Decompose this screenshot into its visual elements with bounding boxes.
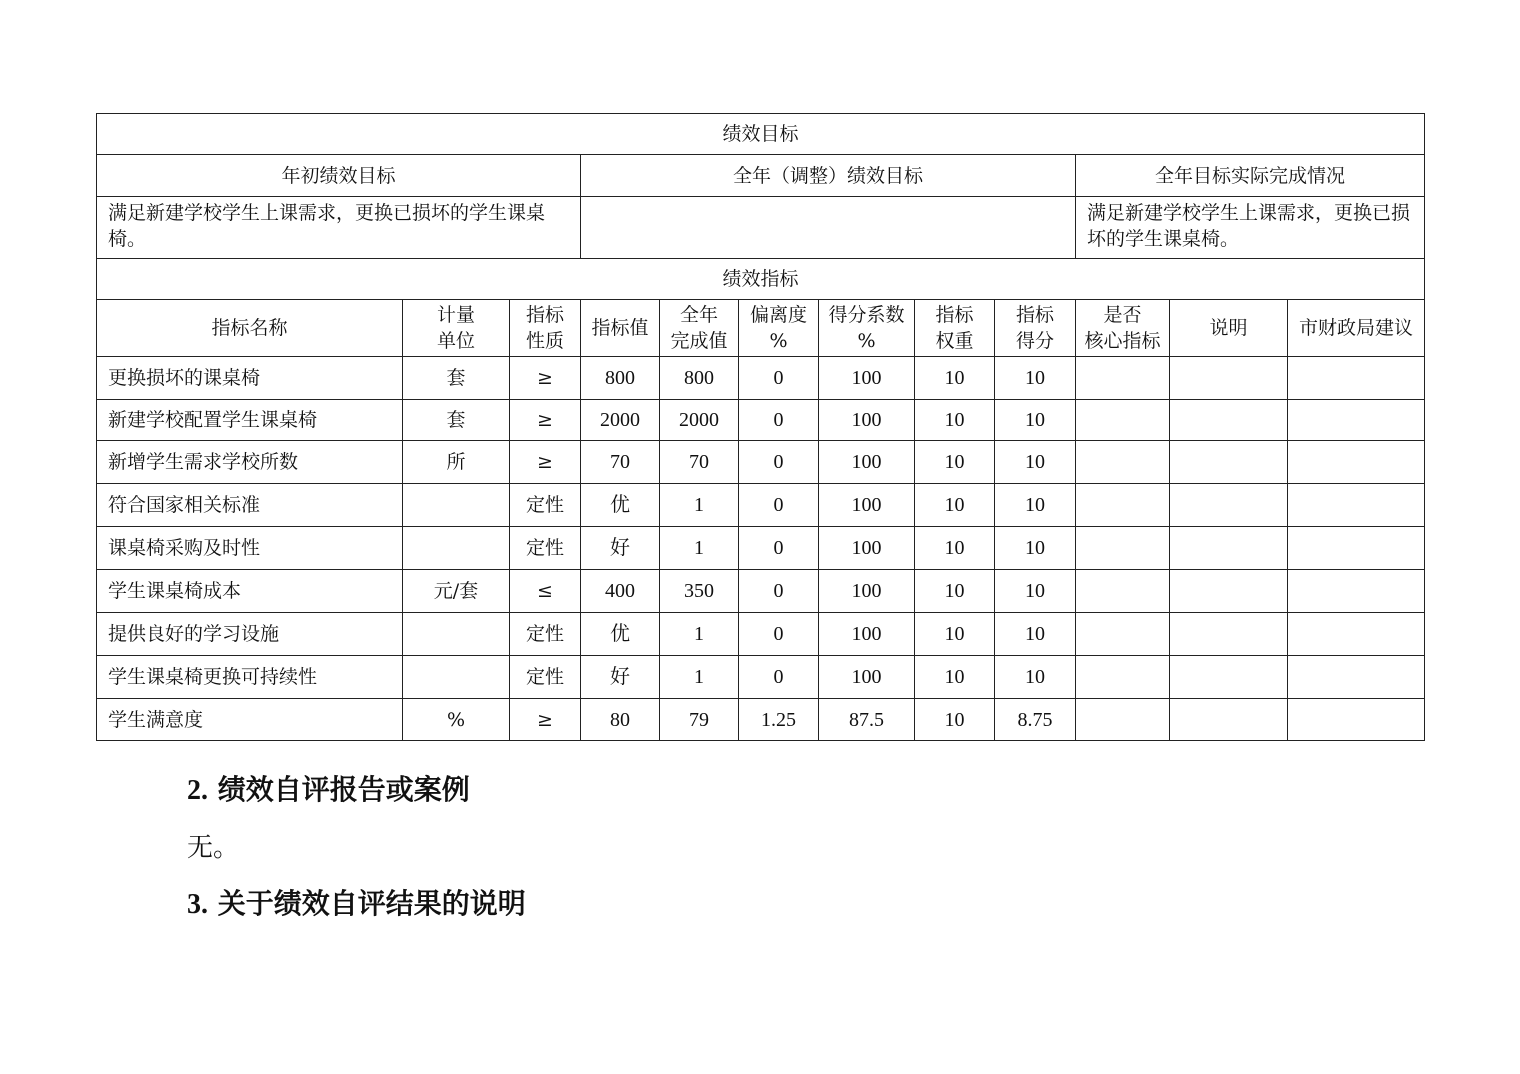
column-header-line: 指标名称: [211, 317, 288, 339]
table-cell: 100: [819, 484, 915, 527]
table-cell: [1076, 400, 1170, 441]
column-header-line: 性质: [525, 330, 564, 352]
table-cell: 10: [915, 357, 995, 400]
table-cell: 10: [995, 656, 1076, 699]
goal-header-adjusted: 全年（调整）绩效目标: [581, 155, 1076, 197]
table-cell: [1170, 699, 1288, 741]
column-header-line: 是否: [1103, 304, 1142, 326]
table-cell: [1288, 400, 1425, 441]
table-cell: 1: [660, 613, 739, 656]
table-title: 绩效目标: [97, 114, 1425, 155]
column-header: [403, 300, 510, 357]
table-cell: 10: [915, 441, 995, 484]
table-cell: 0: [739, 484, 819, 527]
table-cell: [1076, 357, 1170, 400]
table-row: [97, 699, 1425, 741]
table-cell: [1288, 484, 1425, 527]
table-cell: [1076, 527, 1170, 570]
table-cell: 79: [660, 699, 739, 741]
column-header-line: 完成值: [670, 330, 728, 352]
table-cell: [403, 484, 510, 527]
column-header-line: 指标: [935, 304, 974, 326]
table-cell: 10: [915, 484, 995, 527]
column-header-line: 指标: [525, 304, 564, 326]
table-cell: [1170, 527, 1288, 570]
column-header-line: 偏离度: [749, 304, 807, 326]
table-row: [97, 441, 1425, 484]
table-cell: [1076, 656, 1170, 699]
table-cell: [403, 527, 510, 570]
column-header-line: 得分系数: [828, 304, 905, 326]
indicator-title: 绩效指标: [97, 259, 1425, 300]
table-cell: 好: [581, 527, 660, 570]
table-cell: 100: [819, 441, 915, 484]
table-cell: 2000: [660, 400, 739, 441]
column-header: [739, 300, 819, 357]
table-cell: [1076, 484, 1170, 527]
table-cell: [1170, 613, 1288, 656]
column-header-line: 说明: [1209, 317, 1248, 339]
table-cell: [1076, 699, 1170, 741]
table-cell: 100: [819, 570, 915, 613]
table-cell: 更换损坏的课桌椅: [97, 357, 403, 400]
table-cell: 100: [819, 527, 915, 570]
section-title: 绩效自评报告或案例: [217, 773, 470, 806]
table-cell: 提供良好的学习设施: [97, 613, 403, 656]
table-cell: 0: [739, 441, 819, 484]
table-cell: 0: [739, 656, 819, 699]
section-number: 2.: [187, 775, 208, 806]
table-cell: 1: [660, 656, 739, 699]
table-cell: 10: [995, 357, 1076, 400]
column-header: [581, 300, 660, 357]
table-cell: 10: [915, 570, 995, 613]
table-cell: 2000: [581, 400, 660, 441]
table-cell: ≥: [510, 441, 581, 484]
table-cell: 定性: [510, 527, 581, 570]
column-header-line: 指标: [1015, 304, 1054, 326]
goal-header-initial: 年初绩效目标: [97, 155, 581, 197]
table-cell: [1170, 656, 1288, 699]
table-cell: [403, 656, 510, 699]
column-header: [915, 300, 995, 357]
table-cell: 0: [739, 570, 819, 613]
column-header-line: 市财政局建议: [1299, 317, 1414, 339]
table-cell: 400: [581, 570, 660, 613]
table-cell: 10: [995, 441, 1076, 484]
table-cell: [1288, 441, 1425, 484]
table-cell: 100: [819, 656, 915, 699]
performance-table: [96, 113, 1425, 741]
table-row: [97, 400, 1425, 441]
table-cell: [1170, 484, 1288, 527]
column-header-line: 指标值: [591, 317, 649, 339]
table-cell: [1288, 656, 1425, 699]
table-cell: 100: [819, 400, 915, 441]
table-cell: 0: [739, 357, 819, 400]
table-cell: 10: [995, 613, 1076, 656]
column-header-line: %: [769, 330, 788, 352]
table-row: [97, 570, 1425, 613]
column-header-line: 全年: [679, 304, 718, 326]
goal-value-adjusted: [581, 197, 1076, 259]
table-row: [97, 527, 1425, 570]
column-header-line: %: [857, 330, 876, 352]
table-cell: 10: [995, 570, 1076, 613]
table-cell: 87.5: [819, 699, 915, 741]
column-header-line: 单位: [436, 330, 475, 352]
table-cell: 1: [660, 484, 739, 527]
table-cell: 所: [403, 441, 510, 484]
table-cell: [1288, 357, 1425, 400]
table-cell: ≥: [510, 357, 581, 400]
column-header-line: 计量: [436, 304, 475, 326]
table-cell: 800: [660, 357, 739, 400]
table-cell: [1076, 570, 1170, 613]
column-header-line: 得分: [1015, 330, 1054, 352]
table-cell: [1076, 613, 1170, 656]
table-cell: 10: [915, 527, 995, 570]
table-cell: 10: [915, 613, 995, 656]
table-cell: 0: [739, 527, 819, 570]
table-cell: 套: [403, 357, 510, 400]
table-cell: 100: [819, 613, 915, 656]
goal-header-actual: 全年目标实际完成情况: [1076, 155, 1425, 197]
column-header: [1170, 300, 1288, 357]
table-cell: 定性: [510, 484, 581, 527]
table-cell: 定性: [510, 613, 581, 656]
table-cell: 1.25: [739, 699, 819, 741]
table-cell: 符合国家相关标准: [97, 484, 403, 527]
table-row: [97, 613, 1425, 656]
table-cell: ≥: [510, 699, 581, 741]
table-cell: 70: [660, 441, 739, 484]
section-heading: [187, 768, 470, 808]
column-header-row: [97, 300, 1425, 357]
table-cell: 10: [995, 484, 1076, 527]
table-cell: [1170, 441, 1288, 484]
table-cell: [1288, 613, 1425, 656]
table-cell: [1288, 570, 1425, 613]
table-cell: 新建学校配置学生课桌椅: [97, 400, 403, 441]
column-header-line: 核心指标: [1084, 330, 1161, 352]
table-cell: [1170, 570, 1288, 613]
table-cell: 1: [660, 527, 739, 570]
table-cell: %: [403, 699, 510, 741]
table-cell: 10: [915, 400, 995, 441]
table-cell: 10: [995, 527, 1076, 570]
table-cell: 8.75: [995, 699, 1076, 741]
table-cell: 学生课桌椅成本: [97, 570, 403, 613]
table-cell: 10: [915, 699, 995, 741]
table-cell: [1170, 357, 1288, 400]
section-number: 3.: [187, 889, 208, 920]
table-cell: 学生课桌椅更换可持续性: [97, 656, 403, 699]
table-cell: 优: [581, 613, 660, 656]
column-header: [819, 300, 915, 357]
table-cell: ≥: [510, 400, 581, 441]
section-heading: [187, 882, 526, 922]
table-cell: 好: [581, 656, 660, 699]
table-cell: [403, 613, 510, 656]
section-body: 无。: [187, 833, 240, 863]
goal-value-initial: 满足新建学校学生上课需求，更换已损坏的学生课桌椅。: [97, 197, 581, 259]
table-cell: [1076, 441, 1170, 484]
table-cell: 课桌椅采购及时性: [97, 527, 403, 570]
table-cell: 70: [581, 441, 660, 484]
table-cell: 350: [660, 570, 739, 613]
table-row: [97, 656, 1425, 699]
table-cell: 80: [581, 699, 660, 741]
column-header-line: 权重: [935, 330, 974, 352]
table-cell: [1288, 699, 1425, 741]
table-cell: 套: [403, 400, 510, 441]
table-cell: 10: [915, 656, 995, 699]
table-cell: ≤: [510, 570, 581, 613]
column-header: [1288, 300, 1425, 357]
table-cell: 学生满意度: [97, 699, 403, 741]
table-cell: [1288, 527, 1425, 570]
table-cell: 定性: [510, 656, 581, 699]
table-cell: 元/套: [403, 570, 510, 613]
table-cell: 10: [995, 400, 1076, 441]
column-header: [510, 300, 581, 357]
table-cell: 100: [819, 357, 915, 400]
table-cell: [1170, 400, 1288, 441]
table-row: [97, 484, 1425, 527]
table-cell: 优: [581, 484, 660, 527]
section-title: 关于绩效自评结果的说明: [217, 887, 526, 920]
column-header: [1076, 300, 1170, 357]
table-cell: 新增学生需求学校所数: [97, 441, 403, 484]
column-header: [995, 300, 1076, 357]
goal-value-actual: 满足新建学校学生上课需求，更换已损坏的学生课桌椅。: [1076, 197, 1425, 259]
table-row: [97, 357, 1425, 400]
table-cell: 800: [581, 357, 660, 400]
table-cell: 0: [739, 400, 819, 441]
column-header: [660, 300, 739, 357]
column-header: [97, 300, 403, 357]
table-cell: 0: [739, 613, 819, 656]
